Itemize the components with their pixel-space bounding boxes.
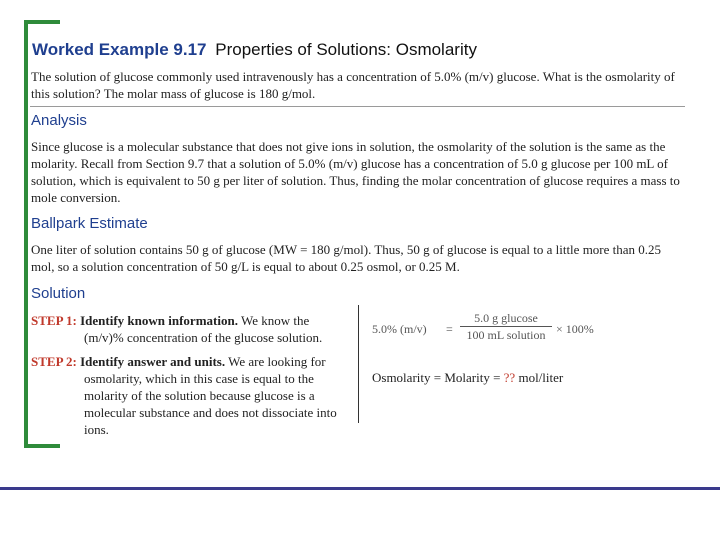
step-2-bold: Identify answer and units. xyxy=(80,354,226,369)
analysis-heading: Analysis xyxy=(31,112,87,129)
step-divider-line xyxy=(358,305,359,423)
step-1-bold: Identify known information. xyxy=(80,313,238,328)
equation-lhs: 5.0% (m/v) xyxy=(372,322,427,336)
step-2-text-a: We are looking for xyxy=(228,354,326,369)
step-1 xyxy=(31,312,356,346)
osmolarity-unknown: ?? xyxy=(503,370,516,385)
step-1-text-a: We know the xyxy=(240,313,310,328)
step-1-label: STEP 1: xyxy=(31,313,77,328)
page-title xyxy=(32,40,477,60)
bracket-top-bar xyxy=(24,20,60,24)
osmolarity-equation xyxy=(372,370,563,386)
equation-fraction xyxy=(460,310,552,343)
fraction-denominator: 100 mL solution xyxy=(466,328,546,342)
equation-times: × 100% xyxy=(556,322,594,336)
osmolarity-text: Osmolarity = Molarity = xyxy=(372,370,504,385)
step-2-label: STEP 2: xyxy=(31,354,77,369)
analysis-text: Since glucose is a molecular substance that does not give ions in solution, the osmolarity of the solution is the same as the molarity. Recall from Section 9.7 that a solution of 5.0% (m/v) glucose has a concentration of 5.0 g glucose per 100 mL of solution, which is equivalent to 50 g per liter of solution. Thus, finding the molar concentration of glucose requires a mass to mole conversion. xyxy=(31,139,680,205)
title-lead: Worked Example 9.17 xyxy=(32,40,207,59)
step-2-text-b: osmolarity, which in this case is equal to the molarity of the solution because glucose is a molecular substance and does not dissociate into ions. xyxy=(84,371,337,437)
bottom-rule xyxy=(0,487,720,490)
bracket-bottom-bar xyxy=(24,444,60,448)
solution-heading: Solution xyxy=(31,285,86,302)
osmolarity-unit: mol/liter xyxy=(515,370,564,385)
step-1-text-b: (m/v)% concentration of the glucose solution. xyxy=(84,330,323,345)
separator-line xyxy=(30,106,685,107)
bracket-left-bar xyxy=(24,20,28,448)
step-2 xyxy=(31,353,356,438)
fraction-numerator: 5.0 g glucose xyxy=(460,310,552,327)
ballpark-text: One liter of solution contains 50 g of glucose (MW = 180 g/mol). Thus, 50 g of glucose is equal to a little more than 0.25 mol, so a solution concentration of 50 g/L is equal to about 0.25 osmol, or 0.25 M. xyxy=(31,242,662,274)
ballpark-heading: Ballpark Estimate xyxy=(31,215,148,232)
equation-equals: = xyxy=(446,322,453,336)
title-rest: Properties of Solutions: Osmolarity xyxy=(215,40,477,59)
intro-text: The solution of glucose commonly used intravenously has a concentration of 5.0% (m/v) glucose. What is the osmolarity of this solution? The molar mass of glucose is 180 g/mol. xyxy=(31,69,675,101)
